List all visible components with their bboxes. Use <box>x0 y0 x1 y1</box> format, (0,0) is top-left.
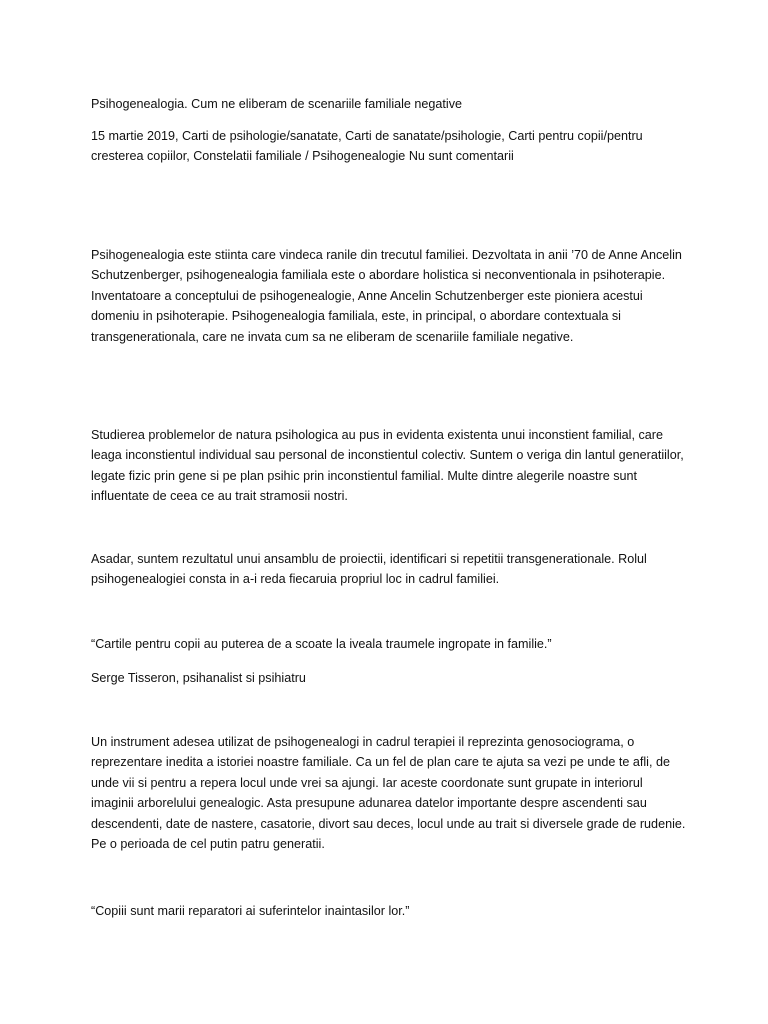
paragraph-intro: Psihogenealogia este stiinta care vindeca ranile din trecutul familiei. Dezvoltata in anii ’70 de Anne Ancelin Schutzenberger, psihogenealogia familiala este o abordare holistica si neconventionala in psihoterapie. Inventatoare a conceptului de psihogenealogie, Anne Ancelin Schutzenberger este pioniera acestui domeniu in psihoterapie. Psihogenealogia familiala, este, in principal, o abordare contextuala si transgenerationala, care ne invata cum sa ne eliberam de scenariile familiale negative. <box>91 248 682 344</box>
paragraph-asadar: Asadar, suntem rezultatul unui ansamblu de proiectii, identificari si repetitii transgenerationale. Rolul psihogenealogiei consta in a-i reda fiecaruia propriul loc in cadrul familiei. <box>91 552 647 587</box>
article-title: Psihogenealogia. Cum ne eliberam de scenariile familiale negative <box>91 97 463 111</box>
article-meta: 15 martie 2019, Carti de psihologie/sanatate, Carti de sanatate/psihologie, Carti pentru copii/pentru cresterea copiilor, Constelatii familiale / Psihogenealogie Nu sunt comentarii <box>91 129 643 164</box>
quote-attribution: Serge Tisseron, psihanalist si psihiatru <box>91 671 306 685</box>
paragraph-inconstient-familial: Studierea problemelor de natura psihologica au pus in evidenta existenta unui inconstient familial, care leaga inconstientul individual sau personal de inconstientul colectiv. Suntem o veriga din lantul generatiilor, legate fizic prin gene si pe plan psihic prin inconstientul familial. Multe dintre alegerile noastre sunt influentate de ceea ce au trait stramosii nostri. <box>91 428 684 504</box>
quote-copiii: “Copiii sunt marii reparatori ai suferintelor inaintasilor lor.” <box>91 904 410 918</box>
paragraph-genosociograma: Un instrument adesea utilizat de psihogenealogi in cadrul terapiei il reprezinta genosociograma, o reprezentare inedita a istoriei noastre familiale. Ca un fel de plan care te ajuta sa vezi pe unde te afli, de unde vii si pentru a repera locul unde vrei sa ajungi. Iar aceste coordonate sunt grupate in interiorul imaginii arborelului genealogic. Asta presupune adunarea datelor importante despre ascendenti sau descendenti, date de nastere, casatorie, divort sau deces, locul unde au trait si diversele grade de rudenie. Pe o perioada de cel putin patru generatii. <box>91 735 686 852</box>
quote-tisseron: “Cartile pentru copii au puterea de a scoate la iveala traumele ingropate in familie.” <box>91 637 552 651</box>
